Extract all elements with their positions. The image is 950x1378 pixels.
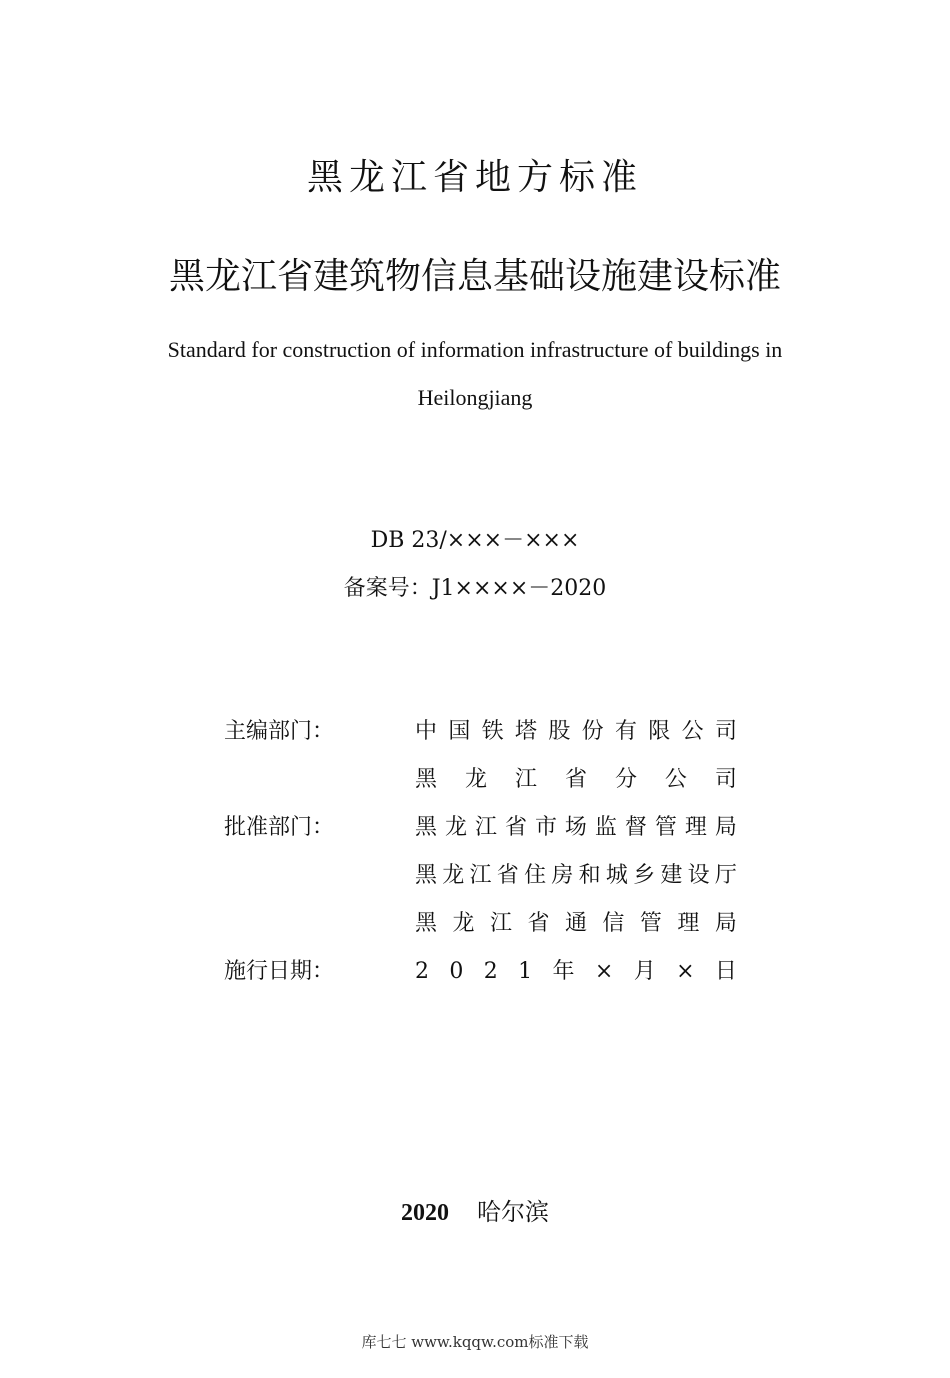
char: 住: [524, 863, 547, 888]
char: 1: [518, 959, 533, 984]
char: 黑: [415, 911, 438, 936]
char: 设: [687, 863, 710, 888]
char: 局: [714, 911, 737, 936]
char: 省: [564, 767, 587, 792]
char: 建: [660, 863, 683, 888]
char: 江: [514, 767, 537, 792]
char: 龙: [452, 911, 475, 936]
approver-value-1: [415, 813, 737, 843]
char: 江: [474, 815, 497, 840]
approver-label: 批准部门：: [224, 815, 335, 840]
char: 有: [614, 719, 637, 744]
char: 龙: [442, 863, 465, 888]
char: 场: [564, 815, 587, 840]
char: 塔: [514, 719, 537, 744]
char: 江: [469, 863, 492, 888]
char: 日: [714, 959, 737, 984]
char: 乡: [633, 863, 656, 888]
char: 管: [654, 815, 677, 840]
char: 信: [602, 911, 625, 936]
approver-value-2: [415, 861, 737, 891]
publication-year: 2020: [401, 1200, 449, 1226]
char: 理: [677, 911, 700, 936]
char: 份: [581, 719, 604, 744]
char: 铁: [481, 719, 504, 744]
standard-category: 黑龙江省地方标准: [306, 157, 643, 198]
char: 2: [483, 959, 498, 984]
approver-value-3: [415, 909, 737, 939]
char: 市: [534, 815, 557, 840]
char: 月: [633, 959, 656, 984]
char: 限: [648, 719, 671, 744]
char: 公: [664, 767, 687, 792]
char: 中: [415, 719, 438, 744]
char: ×: [676, 959, 695, 984]
char: 城: [605, 863, 628, 888]
char: 股: [548, 719, 571, 744]
char: 省: [496, 863, 519, 888]
char: 黑: [415, 815, 438, 840]
char: 2: [415, 959, 429, 984]
record-number: 备案号：J1××××－2020: [343, 576, 607, 601]
char: 督: [624, 815, 647, 840]
char: 监: [594, 815, 617, 840]
char: 龙: [464, 767, 487, 792]
publication-line: [0, 1196, 950, 1229]
date-value: [415, 957, 737, 987]
char: 房: [551, 863, 574, 888]
char: 和: [578, 863, 601, 888]
standard-number: DB 23/×××－×××: [370, 528, 580, 553]
char: 江: [489, 911, 512, 936]
char: 局: [714, 815, 737, 840]
char: ×: [594, 959, 614, 984]
date-label: 施行日期：: [224, 959, 335, 984]
char: 省: [527, 911, 550, 936]
char: 理: [684, 815, 707, 840]
standard-title-en-line1: Standard for construction of information infrastructure of buildings in: [167, 337, 783, 362]
publication-city: 哈尔滨: [477, 1198, 549, 1226]
standard-title-cn: 黑龙江省建筑物信息基础设施建设标准: [168, 256, 781, 297]
char: 通: [564, 911, 587, 936]
char: 司: [714, 767, 737, 792]
char: 龙: [444, 815, 467, 840]
watermark: 库七七 www.kqqw.com标准下载: [361, 1333, 589, 1351]
char: 公: [681, 719, 704, 744]
char: 司: [714, 719, 737, 744]
editor-label: 主编部门：: [224, 719, 335, 744]
char: 黑: [415, 767, 438, 792]
char: 省: [504, 815, 527, 840]
char: 厅: [714, 863, 737, 888]
standard-title-en-line2: Heilongjiang: [417, 385, 533, 410]
char: 管: [639, 911, 662, 936]
char: 0: [449, 959, 464, 984]
char: 国: [448, 719, 471, 744]
char: 分: [614, 767, 637, 792]
editor-value-1: [415, 717, 737, 747]
char: 年: [552, 959, 575, 984]
char: 黑: [415, 863, 438, 888]
editor-value-2: [415, 765, 737, 795]
